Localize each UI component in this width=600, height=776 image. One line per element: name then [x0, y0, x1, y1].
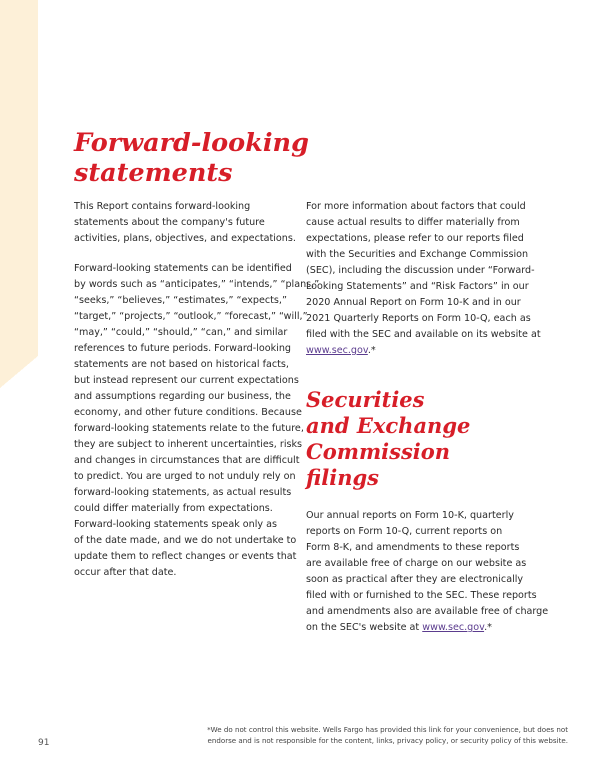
- right-column-bottom: [306, 508, 548, 636]
- left-column: [74, 199, 319, 581]
- left-p2-line: update them to reflect changes or events that: [74, 551, 297, 562]
- right-p1-line: (SEC), including the discussion under “Forward-: [306, 265, 535, 276]
- left-p2-line: forward-looking statements relate to the future,: [74, 423, 304, 434]
- right-p1-line: Looking Statements” and “Risk Factors” in our: [306, 281, 529, 292]
- left-p2-line: could differ materially from expectations.: [74, 503, 273, 514]
- left-p2-line: they are subject to inherent uncertainties, risks: [74, 439, 303, 450]
- right-p1-link-line: [306, 343, 541, 359]
- right-p1-line: expectations, please refer to our reports filed: [306, 233, 524, 244]
- left-p2-line: Forward-looking statements speak only as: [74, 519, 278, 530]
- left-p2-line: references to future periods. Forward-looking: [74, 343, 292, 354]
- decorative-side-band: [0, 0, 38, 388]
- sec-website-link[interactable]: www.sec.gov: [306, 345, 368, 356]
- right-column-top: [306, 199, 541, 359]
- page-title: [74, 128, 309, 188]
- right-p2-line: and amendments also are available free of charge: [306, 606, 549, 617]
- section-title-line-4: filings: [306, 465, 379, 490]
- left-p2-line: economy, and other future conditions. Because: [74, 407, 302, 418]
- page-number: 91: [38, 738, 50, 748]
- footnote-line-1: *We do not control this website. Wells Fargo has provided this link for your convenience, but does not: [207, 725, 568, 734]
- left-p2-line: but instead represent our current expectations: [74, 375, 299, 386]
- left-p2-line: and changes in circumstances that are difficult: [74, 455, 300, 466]
- left-p2-line: of the date made, and we do not undertake to: [74, 535, 297, 546]
- right-p2-line: Form 8-K, and amendments to these reports: [306, 542, 520, 553]
- right-p1-line: 2020 Annual Report on Form 10-K and in our: [306, 297, 521, 308]
- section-title-line-3: Commission: [306, 439, 451, 464]
- left-p2-line: “may,” “could,” “should,” “can,” and similar: [74, 327, 288, 338]
- link-suffix: .*: [367, 345, 376, 356]
- right-p2-link-line: [306, 620, 548, 636]
- right-p1-line: 2021 Quarterly Reports on Form 10-Q, each as: [306, 313, 531, 324]
- left-p2-line: statements are not based on historical facts,: [74, 359, 289, 370]
- right-p1-line: filed with the SEC and available on its website at: [306, 329, 541, 340]
- decorative-band-wedge: [0, 356, 38, 388]
- left-p2-line: Forward-looking statements can be identified: [74, 263, 292, 274]
- right-p2-line: soon as practical after they are electronically: [306, 574, 524, 585]
- right-p1-line: with the Securities and Exchange Commission: [306, 249, 529, 260]
- left-p2-line: “seeks,” “believes,” “estimates,” “expects,”: [74, 295, 287, 306]
- section-title-line-1: Securities: [306, 387, 425, 412]
- footnote: [206, 724, 568, 746]
- sec-website-link-2[interactable]: www.sec.gov: [422, 622, 485, 633]
- left-p2-line: forward-looking statements, as actual results: [74, 487, 292, 498]
- left-p1-line: This Report contains forward-looking: [74, 201, 251, 212]
- left-p1-line: activities, plans, objectives, and expectations.: [74, 233, 296, 244]
- right-p2-line: Our annual reports on Form 10-K, quarterly: [306, 510, 514, 521]
- right-p1-line: For more information about factors that could: [306, 201, 526, 212]
- right-p2-line: filed with or furnished to the SEC. These reports: [306, 590, 537, 601]
- section-title-line-2: and Exchange: [306, 413, 471, 438]
- link-prefix: on the SEC's website at: [306, 622, 423, 633]
- left-p2-line: and assumptions regarding our business, the: [74, 391, 291, 402]
- title-line-1: Forward-looking: [74, 128, 309, 158]
- section-title: [306, 387, 470, 491]
- title-line-2: statements: [74, 158, 233, 188]
- link-suffix-2: .*: [484, 622, 492, 633]
- footnote-line-2: endorse and is not responsible for the content, links, privacy policy, or security policy of this website.: [207, 736, 568, 745]
- left-p2-line: to predict. You are urged to not unduly rely on: [74, 471, 296, 482]
- right-p2-line: reports on Form 10-Q, current reports on: [306, 526, 503, 537]
- left-p2-line: occur after that date.: [74, 567, 177, 578]
- left-p1-line: statements about the company's future: [74, 217, 265, 228]
- left-p2-line: by words such as “anticipates,” “intends,” “plans,”: [74, 279, 320, 290]
- right-p1-line: cause actual results to differ materially from: [306, 217, 520, 228]
- left-p2-line: “target,” “projects,” “outlook,” “forecast,” “will,”: [74, 311, 308, 322]
- right-p2-line: are available free of charge on our website as: [306, 558, 527, 569]
